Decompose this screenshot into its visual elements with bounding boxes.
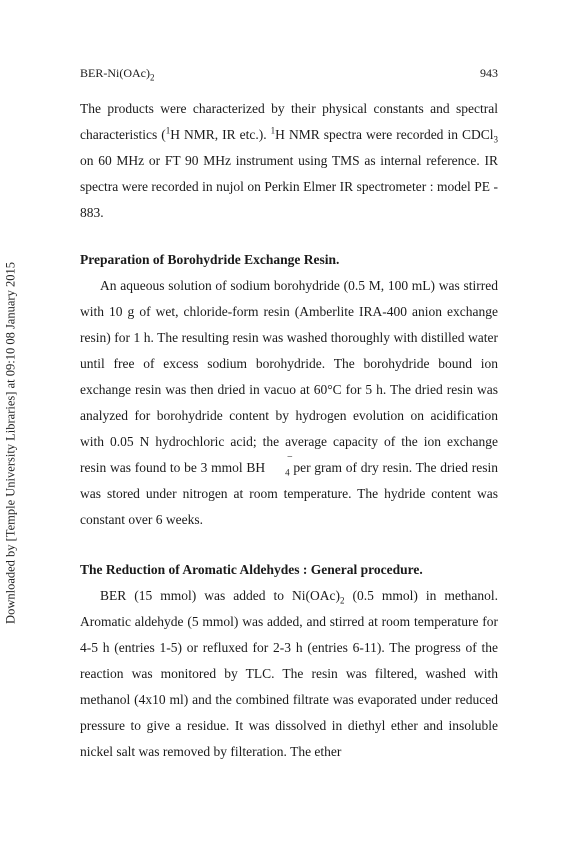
text-run: An aqueous solution of sodium borohydride (0.5 M, 100 mL) was stirred with 10 g of wet, chloride-form resin (Amberlite IRA-400 anion exchange resin) for 1 h. The resulting resin was washed thoroughly with distilled water until free of excess sodium borohydride. The borohydride bound ion exchange resin was then dried in vacuo at 60°C for 5 h. The dried resin was analyzed for borohydride content by hydrogen evolution on acidification with 0.05 N hydrochloric acid; the average capacity of the ion exchange resin was found to be 3 mmol BH	[80, 278, 498, 475]
article-body	[80, 96, 498, 765]
subscript: 2	[340, 595, 345, 606]
page-number: 943	[480, 66, 498, 80]
running-title	[80, 66, 154, 81]
paragraph-characterization	[80, 96, 498, 226]
text-run: on 60 MHz or FT 90 MHz instrument using TMS as internal reference. IR spectra were recorded in nujol on Perkin Elmer IR spectrometer : model PE - 883.	[80, 153, 498, 220]
subscript: 4	[285, 467, 290, 478]
running-title-subscript: 2	[149, 72, 155, 83]
superscript: 1	[270, 125, 276, 136]
download-notice: Downloaded by [Temple University Libraries] at 09:10 08 January 2015	[3, 262, 18, 624]
bh4-subscript-group	[265, 452, 293, 481]
paragraph-general-procedure	[80, 583, 498, 765]
superscript: −	[286, 452, 293, 463]
spacer	[80, 226, 498, 247]
text-run: (0.5 mmol) in methanol. Aromatic aldehyde (5 mmol) was added, and stirred at room temperature for 4-5 h (entries 1-5) or refluxed for 2-3 h (entries 6-11). The progress of the reaction was monitored by TLC. The resin was filtered, washed with methanol (4x10 ml) and the combined filtrate was evaporated under reduced pressure to give a residue. It was dissolved in diethyl ether and insoluble nickel salt was removed by filteration. The ether	[80, 588, 498, 759]
section-heading-resin: Preparation of Borohydride Exchange Resin.	[80, 252, 340, 267]
superscript: 1	[165, 125, 171, 136]
text-run: per gram of dry resin. The dried resin was stored under nitrogen at room temperature. The hydride content was constant over 6 weeks.	[80, 460, 498, 527]
running-title-text: BER-Ni(OAc)	[80, 66, 150, 80]
text-run: H NMR, IR etc.).	[170, 127, 271, 142]
download-sidebar	[2, 0, 20, 863]
text-run: H NMR spectra were recorded in CDCl	[275, 127, 494, 142]
paragraph-resin-prep	[80, 273, 498, 533]
text-run: BER (15 mmol) was added to Ni(OAc)	[100, 588, 340, 603]
spacer	[80, 533, 498, 557]
subscript: 3	[493, 134, 498, 145]
text-run: The products were characterized by their physical constants and spectral characteristics (	[80, 101, 498, 142]
section-heading-reduction: The Reduction of Aromatic Aldehydes : General procedure.	[80, 562, 423, 577]
